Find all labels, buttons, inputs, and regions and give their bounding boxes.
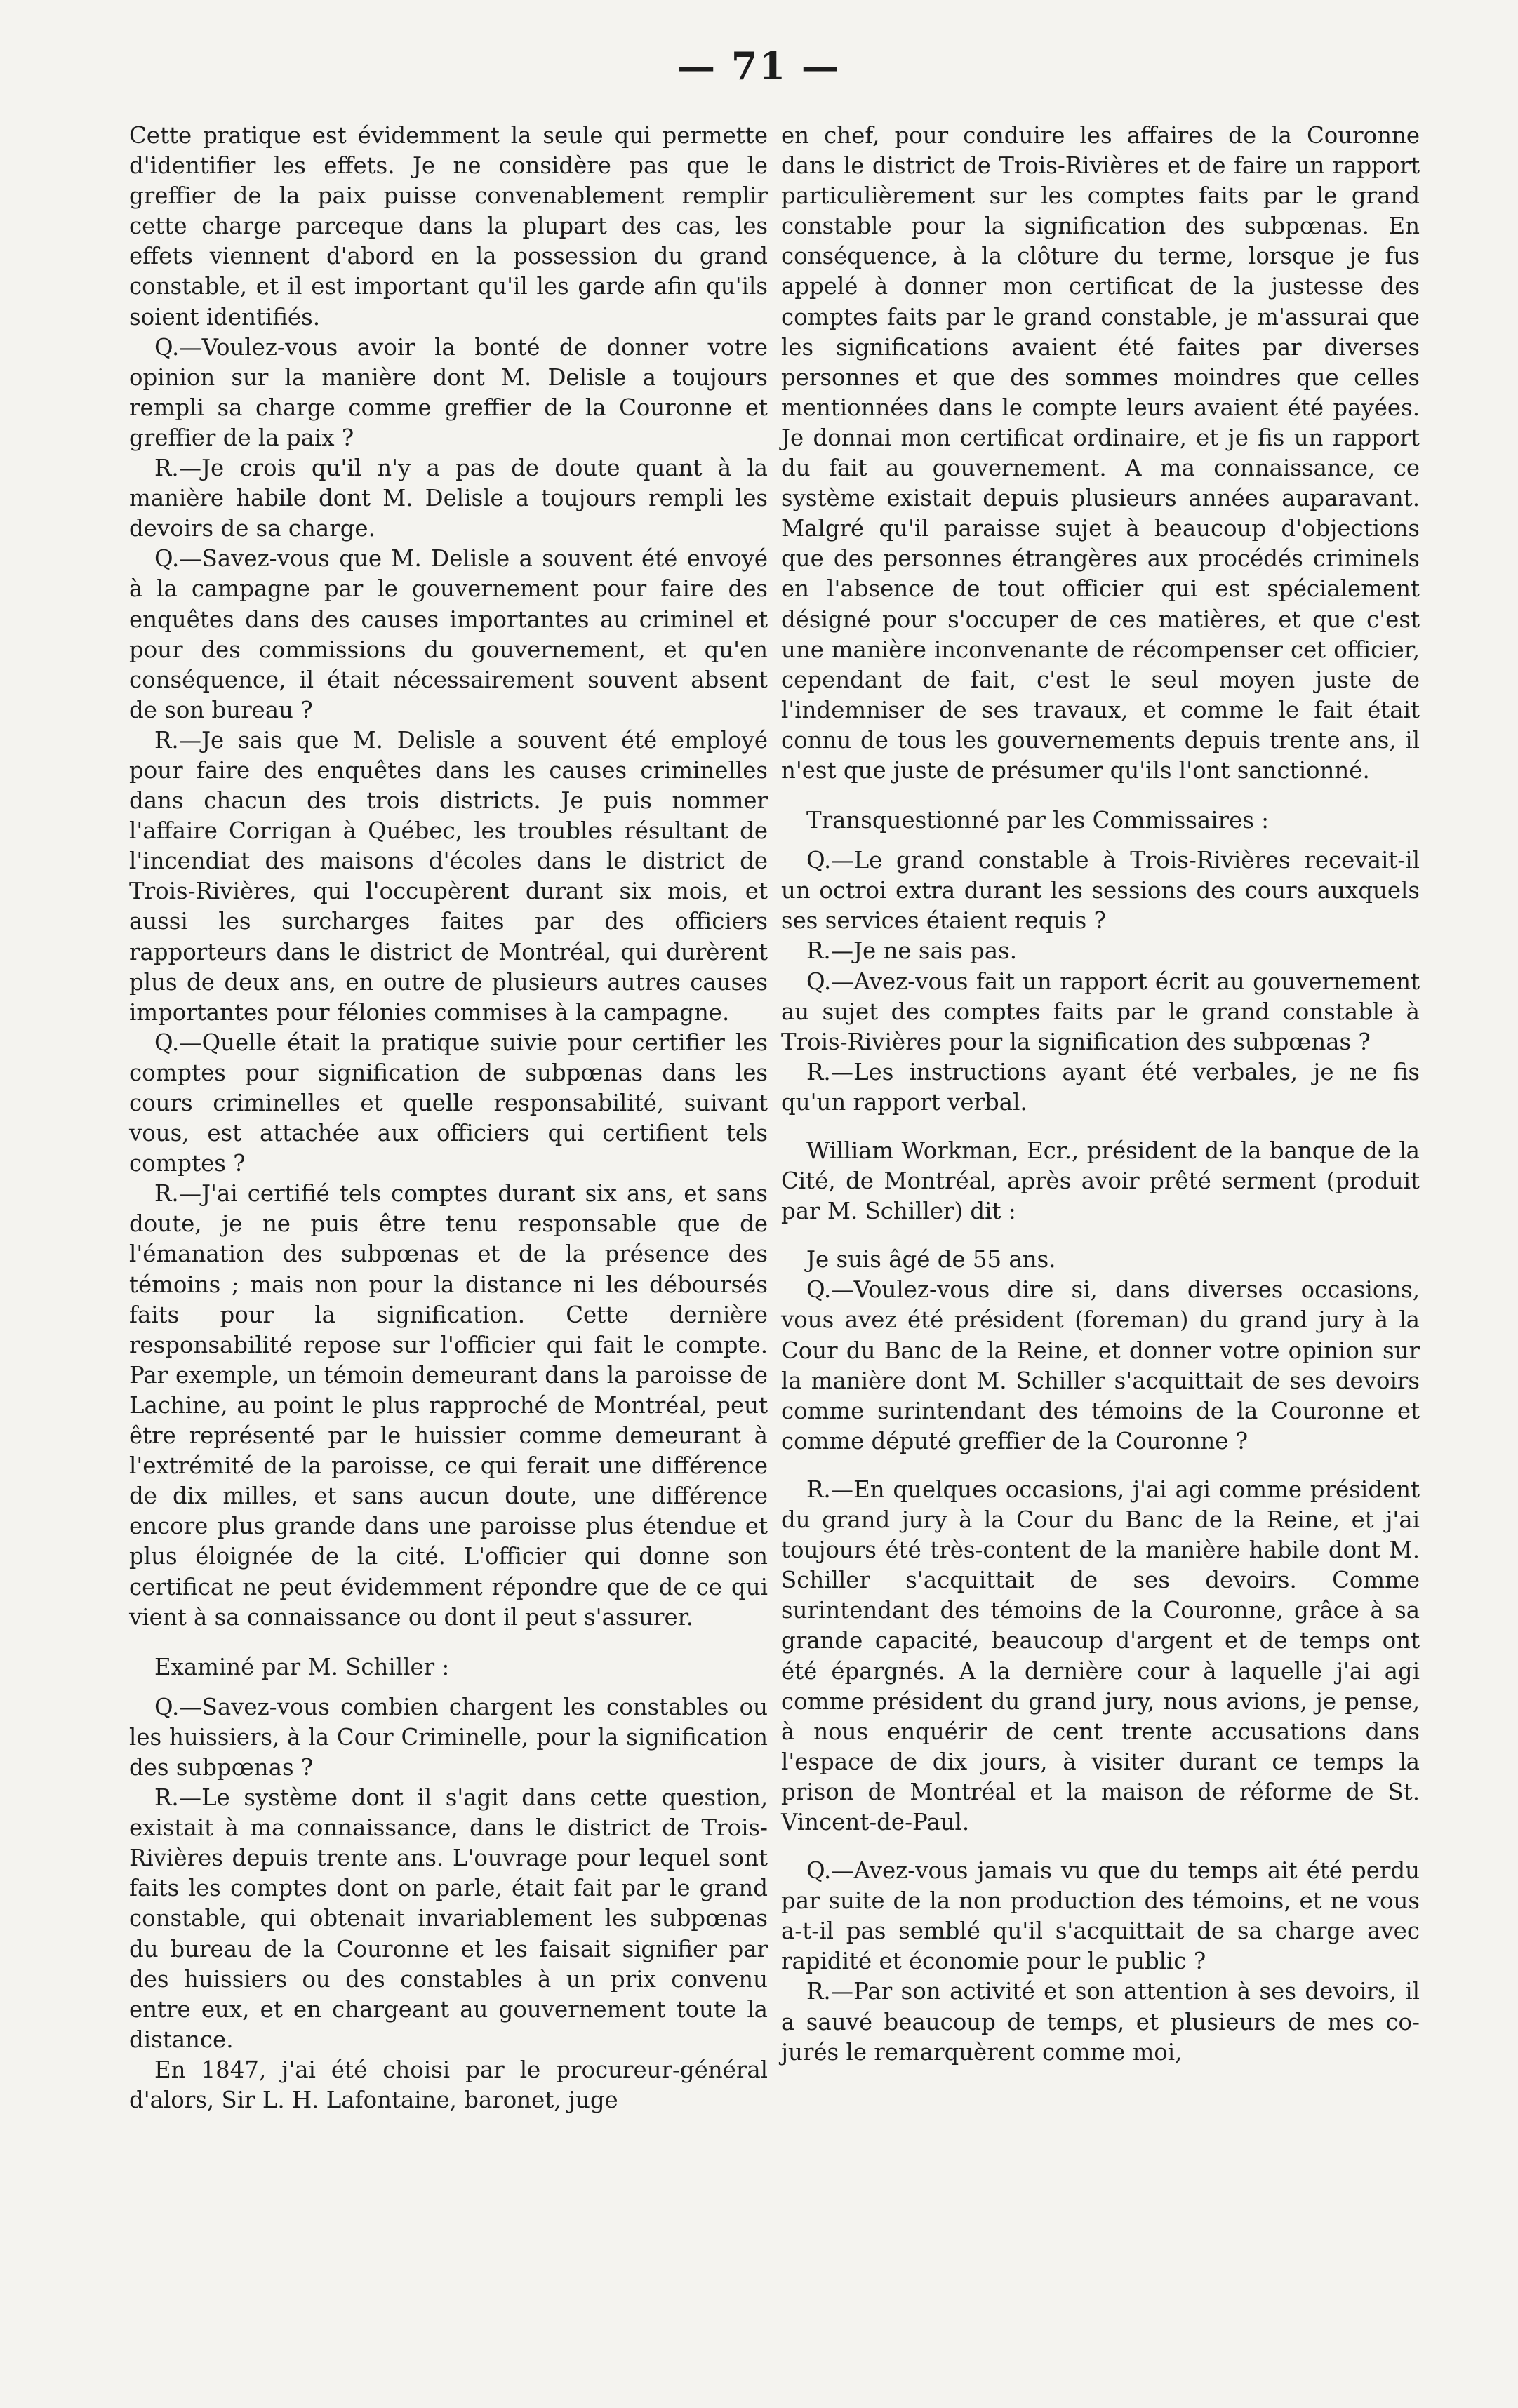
answer-written-report: R.—Les instructions ayant été verbales, je ne fis qu'un rapport verbal. bbox=[781, 1058, 1420, 1116]
paragraph-appointed-1847: En 1847, j'ai été choisi par le procureur-général d'alors, Sir L. H. Lafontaine, baronet, juge bbox=[129, 2056, 768, 2113]
answer-delisle-opinion: R.—Je crois qu'il n'y a pas de doute quant à la manière habile dont M. Delisle a toujours rempli les devoirs de sa charge. bbox=[129, 455, 768, 542]
witness-age: Je suis âgé de 55 ans. bbox=[806, 1246, 1056, 1273]
heading-examined-by-schiller: Examiné par M. Schiller : bbox=[154, 1653, 450, 1680]
question-time-lost: Q.—Avez-vous jamais vu que du temps ait été perdu par suite de la non production des témoins, et ne vous a-t-il pas semblé qu'il s'acquittait de sa charge avec rapidité et économie pour le public ? bbox=[781, 1857, 1420, 1975]
right-column bbox=[781, 121, 1420, 2068]
question-constables-charge: Q.—Savez-vous combien chargent les constables ou les huissiers, à la Cour Criminelle, pour la signification des subpœnas ? bbox=[129, 1693, 768, 1781]
witness-introduction: William Workman, Ecr., président de la banque de la Cité, de Montréal, après avoir prêté serment (produit par M. Schiller) dit : bbox=[781, 1137, 1420, 1225]
heading-cross-examined: Transquestionné par les Commissaires : bbox=[806, 807, 1270, 834]
answer-constables-charge: R.—Le système dont il s'agit dans cette question, existait à ma connaissance, dans le district de Trois-Rivières depuis trente ans. L'ouvrage pour lequel sont faits les comptes dont on parle, était fait par le grand constable, qui obtenait invariablement les subpœnas du bureau de la Couronne et les faisait signifier par des huissiers ou des constables à un prix convenu entre eux, et en chargeant au gouvernement toute la distance. bbox=[129, 1784, 768, 2053]
page-number: — 71 — bbox=[677, 44, 841, 88]
paragraph-practice: Cette pratique est évidemment la seule qui permette d'identifier les effets. Je ne considère pas que le greffier de la paix puisse convenablement remplir cette charge parceque dans la plupart des cas, les effets viennent d'abord en la possession du grand constable, et il est important qu'il les garde afin qu'ils soient identifiés. bbox=[129, 122, 768, 330]
question-extra-grant: Q.—Le grand constable à Trois-Rivières recevait-il un octroi extra durant les sessions des cours auxquels ses services étaient requis ? bbox=[781, 847, 1420, 935]
paragraph-continuation: en chef, pour conduire les affaires de la Couronne dans le district de Trois-Rivières et de faire un rapport particulièrement sur les comptes faits par le grand constable pour la signification des subpœnas. En conséquence, à la clôture du terme, lorsque je fus appelé à donner mon certificat de la justesse des comptes faits par le grand constable, je m'assurai que les significations avaient été faites par diverses personnes et que des sommes moindres que celles mentionnées dans le compte leurs avaient été payées. Je donnai mon certificat ordinaire, et je fis un rapport du fait au gouvernement. A ma connaissance, ce système existait depuis plusieurs années auparavant. Malgré qu'il paraisse sujet à beaucoup d'objections que des personnes étrangères aux procédés criminels en l'absence de tout officier qui est spécialement désigné pour s'occuper de ces matières, et que c'est une manière inconvenante de récompenser cet officier, cependant de fait, c'est le seul moyen juste de l'indemniser de ses travaux, et comme le fait était connu de tous les gouvernements depuis trente ans, il n'est que juste de présumer qu'ils l'ont sanctionné. bbox=[781, 122, 1420, 784]
answer-certify-accounts: R.—J'ai certifié tels comptes durant six ans, et sans doute, je ne puis être tenu responsable que de l'émanation des subpœnas et de la présence des témoins ; mais non pour la distance ni les déboursés faits pour la signification. Cette dernière responsabilité repose sur l'officier qui fait le compte. Par exemple, un témoin demeurant dans la paroisse de Lachine, au point le plus rapproché de Montréal, peut être représenté par le huissier comme demeurant à l'extrémité de la paroisse, ce qui ferait une différence de dix milles, et sans aucun doute, une différence encore plus grande dans une paroisse plus étendue et plus éloignée de la cité. L'officier qui donne son certificat ne peut évidemment répondre que de ce qui vient à sa connaissance ou dont il peut s'assurer. bbox=[129, 1180, 768, 1631]
answer-delisle-enquetes: R.—Je sais que M. Delisle a souvent été employé pour faire des enquêtes dans les causes criminelles dans chacun des trois districts. Je puis nommer l'affaire Corrigan à Québec, les troubles résultant de l'incendiat des maisons d'écoles dans le district de Trois-Rivières, qui l'occupèrent durant six mois, et aussi les surcharges faites par des officiers rapporteurs dans le district de Montréal, qui durèrent plus de deux ans, en outre de plusieurs autres causes importantes pour félonies commises à la campagne. bbox=[129, 726, 768, 1026]
question-grand-jury: Q.—Voulez-vous dire si, dans diverses occasions, vous avez été président (foreman) du grand jury à la Cour du Banc de la Reine, et donner votre opinion sur la manière dont M. Schiller s'acquittait de ses devoirs comme surintendant des témoins de la Couronne et comme député greffier de la Couronne ? bbox=[781, 1276, 1420, 1454]
answer-extra-grant: R.—Je ne sais pas. bbox=[806, 937, 1018, 965]
question-certify-accounts: Q.—Quelle était la pratique suivie pour certifier les comptes pour signification de subpœnas dans les cours criminelles et quelle responsabilité, suivant vous, est attachée aux officiers qui certifient tels comptes ? bbox=[129, 1029, 768, 1177]
question-written-report: Q.—Avez-vous fait un rapport écrit au gouvernement au sujet des comptes faits par le grand constable à Trois-Rivières pour la signification des subpœnas ? bbox=[781, 968, 1420, 1055]
question-delisle-enquetes: Q.—Savez-vous que M. Delisle a souvent été envoyé à la campagne par le gouvernement pour faire des enquêtes dans des causes importantes au criminel et pour des commissions du gouvernement, et qu'en conséquence, il était nécessairement souvent absent de son bureau ? bbox=[129, 545, 768, 723]
question-delisle-opinion: Q.—Voulez-vous avoir la bonté de donner votre opinion sur la manière dont M. Delisle a toujours rempli sa charge comme greffier de la Couronne et greffier de la paix ? bbox=[129, 333, 768, 451]
left-column bbox=[129, 121, 768, 2115]
answer-grand-jury: R.—En quelques occasions, j'ai agi comme président du grand jury à la Cour du Banc de la Reine, et j'ai toujours été très-content de la manière habile dont M. Schiller s'acquittait de ses devoirs. Comme surintendant des témoins de la Couronne, grâce à sa grande capacité, beaucoup d'argent et de temps ont été épargnés. A la dernière cour à laquelle j'ai agi comme président du grand jury, nous avions, je pense, à nous enquérir de cent trente accusations dans l'espace de dix jours, à visiter durant ce temps la prison de Montréal et la maison de réforme de St. Vincent-de-Paul. bbox=[781, 1476, 1420, 1835]
answer-time-lost: R.—Par son activité et son attention à ses devoirs, il a sauvé beaucoup de temps, et plusieurs de mes co-jurés le remarquèrent comme moi, bbox=[781, 1978, 1420, 2066]
